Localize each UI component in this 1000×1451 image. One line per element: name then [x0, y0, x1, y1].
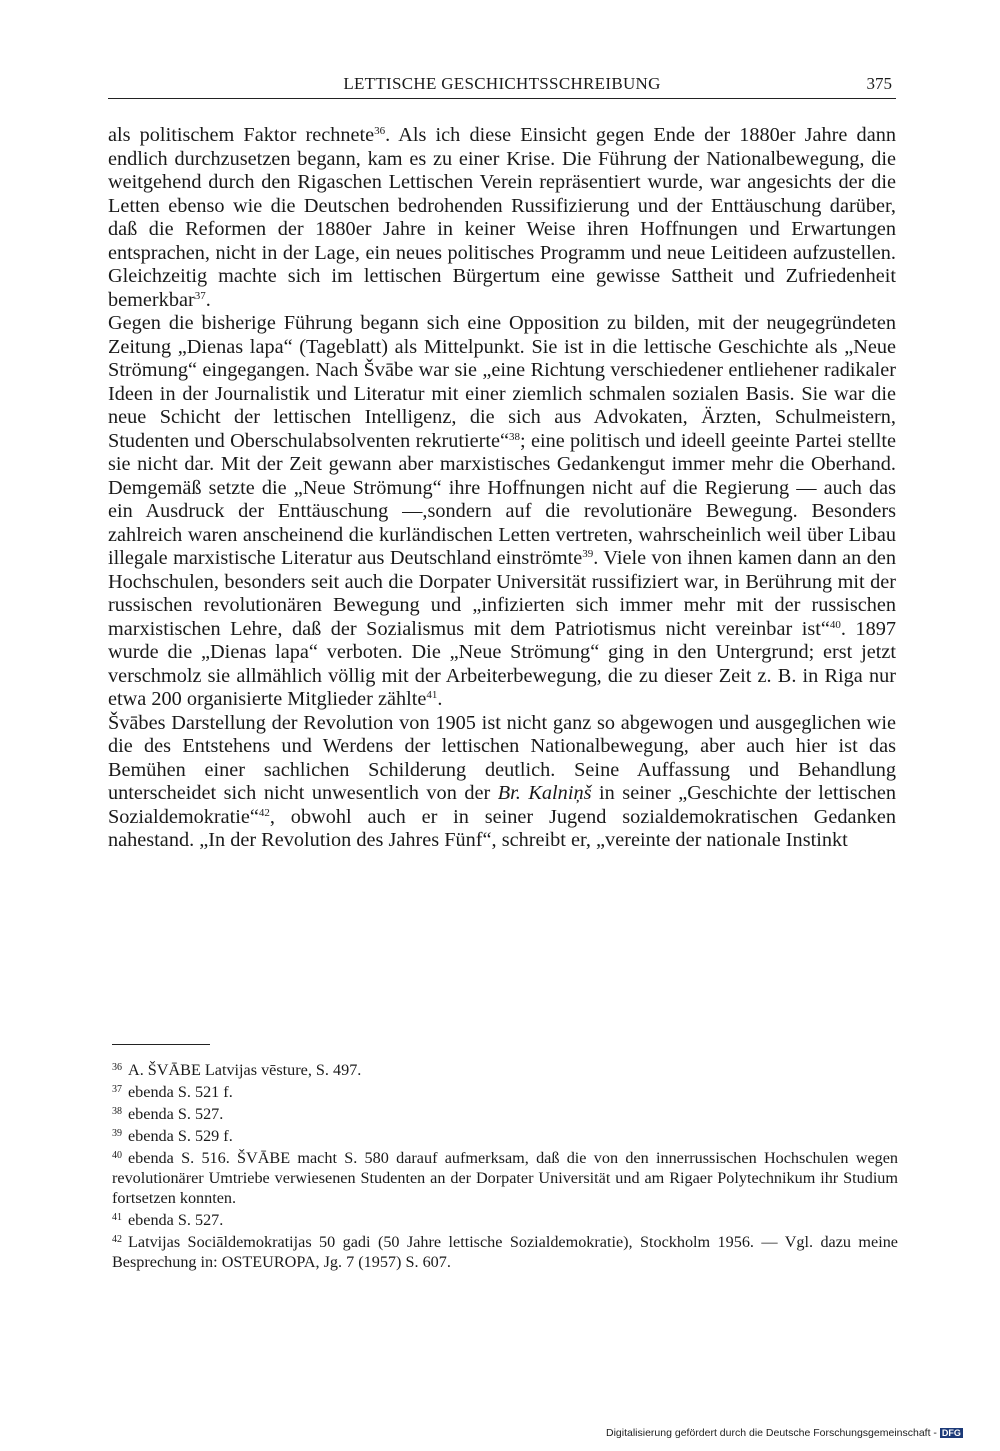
footnote-number: 40 [112, 1150, 122, 1161]
footnotes [112, 1060, 898, 1274]
footnote-ref: 42 [258, 806, 270, 819]
footnote-text: ebenda S. 516. ŠVĀBE macht S. 580 darauf aufmerksam, daß die von den innerrussischen Hochschulen wegen revolutionärer Umtriebe verwiesenen Studenten an der Dorpater Universität und am Rigaer Polytechnikum ihr Studium fortsetzen konnten. [112, 1149, 898, 1207]
footnote-text: A. ŠVĀBE Latvijas vēsture, S. 497. [128, 1061, 362, 1079]
text-run: . Als ich diese Einsicht gegen Ende der 1880er Jahre dann endlich durchzusetzen begann, kam es zu einer Krise. Die Führung der Nationalbewegung, die weitgehend durch den Rigaschen Lettischen Verein repräsentiert wurde, war angesichts der die Letten ebenso wie die Deutschen bedrohenden Russifizierung und der Enttäuschung darüber, daß die Reformen der 1880er Jahre in keiner Weise ihren Hoffnungen und Erwartungen entsprachen, nicht in der Lage, ein neues politisches Programm und neue Leitideen aufzustellen. Gleichzeitig machte sich im lettischen Bürgertum eine gewisse Sattheit und Zufriedenheit bemerkbar [108, 124, 896, 311]
text-run: in seiner „Geschichte der lettischen Sozialdemokratie“ [108, 782, 896, 828]
footnote-number: 39 [112, 1128, 122, 1139]
footnote-number: 42 [112, 1234, 122, 1245]
text-run: als politischem Faktor rechnete [108, 124, 375, 146]
text-run: Švābes Darstellung der Revolution von 1905 ist nicht ganz so abgewogen und ausgeglichen wie die des Entstehens und Werdens der lettischen Nationalbewegung, aber auch hier ist das Bemühen einer sachlichen Schilderung deutlich. Seine Auffassung und Behandlung unterscheidet sich nicht unwesentlich von der [108, 711, 896, 804]
footnote-37 [112, 1082, 898, 1102]
page-number: 375 [866, 74, 892, 93]
footnote-number: 38 [112, 1106, 122, 1117]
footnote-text: Latvijas Sociāldemokratijas 50 gadi (50 Jahre lettische Sozialdemokratie), Stockholm 1956. — Vgl. dazu meine Besprechung in: OSTEUROPA, Jg. 7 (1957) S. 607. [112, 1233, 898, 1271]
text-run: . Viele von ihnen kamen dann an den Hochschulen, besonders seit auch die Dorpater Universität russifiziert war, in Berührung mit der russischen revolutionären Bewegung und „infizierten sich immer mehr mit der russischen marxistischen Lehre, daß der Sozialismus mit dem Patriotismus nicht vereinbar ist“ [108, 547, 896, 640]
footnote-text: ebenda S. 527. [128, 1211, 224, 1229]
text-run: Gegen die bisherige Führung begann sich eine Opposition zu bilden, mit der neugegründeten Zeitung „Dienas lapa“ (Tageblatt) als Mittelpunkt. Sie ist in die lettische Geschichte als „Neue Strömung“ eingegangen. Nach Švābe war sie „eine Richtung verschiedener entliehener radikaler Ideen in der Journalistik und Literatur mit einer ziemlich schmalen sozialen Basis. Sie war die neue Schicht der lettischen Intelligenz, die sich aus Advokaten, Ärzten, Schulmeistern, Studenten und Oberschulabsolventen rekrutierte“ [108, 312, 896, 452]
footnote-ref: 40 [829, 618, 841, 631]
footnote-ref: 37 [194, 289, 206, 302]
footnote-divider [112, 1044, 210, 1045]
text-run: . [205, 288, 211, 311]
paragraph-1 [108, 124, 896, 312]
footnote-number: 41 [112, 1212, 122, 1223]
footnote-40 [112, 1148, 898, 1208]
footnote-text: ebenda S. 529 f. [128, 1127, 233, 1145]
main-text [108, 124, 896, 853]
footnote-number: 37 [112, 1084, 122, 1095]
dfg-logo: DFG [941, 1428, 961, 1438]
running-header [108, 72, 896, 99]
text-run: . [437, 688, 443, 710]
digitization-credit [606, 1427, 963, 1439]
paragraph-3 [108, 712, 896, 853]
footnote-ref: 38 [509, 430, 521, 443]
footnote-41 [112, 1210, 898, 1230]
footnote-ref: 36 [374, 125, 386, 137]
footnote-42 [112, 1232, 898, 1272]
credit-text: Digitalisierung gefördert durch die Deutsche Forschungsgemeinschaft - [606, 1427, 937, 1439]
footnote-text: ebenda S. 527. [128, 1105, 224, 1123]
text-run: , obwohl auch er in seiner Jugend sozialdemokratischen Gedanken nahestand. „In der Revolution des Jahres Fünf“, schreibt er, „vereinte der nationale Instinkt [108, 805, 896, 851]
footnote-text: ebenda S. 521 f. [128, 1083, 233, 1101]
text-run: ; eine politisch und ideell geeinte Partei stellte sie nicht dar. Mit der Zeit gewann aber marxistisches Gedankengut immer mehr die Oberhand. Demgemäß setzte die „Neue Strömung“ ihre Hoffnungen nicht auf die Regierung — auch das ein Ausdruck der Enttäuschung —,sondern auf die revolutionäre Bewegung. Besonders zahlreich waren anscheinend die kurländischen Letten vertreten, wahrscheinlich weil über Libau illegale marxistische Literatur aus Deutschland einströmte [108, 429, 896, 569]
footnote-ref: 41 [426, 689, 438, 701]
paragraph-2 [108, 312, 896, 712]
footnote-number: 36 [112, 1062, 122, 1073]
footnote-36 [112, 1060, 898, 1080]
running-header-title: LETTISCHE GESCHICHTSSCHREIBUNG [343, 74, 661, 93]
footnote-38 [112, 1104, 898, 1124]
footnote-ref: 39 [582, 548, 594, 560]
footnote-39 [112, 1126, 898, 1146]
author-name: Br. Kalniņš [497, 782, 592, 804]
text-run: . 1897 wurde die „Dienas lapa“ verboten. Die „Neue Strömung“ ging in den Untergrund; erst jetzt verschmolz sie allmählich völlig mit der Arbeiterbewegung, die zu dieser Zeit z. B. in Riga nur etwa 200 organisierte Mitglieder zählte [108, 617, 896, 710]
